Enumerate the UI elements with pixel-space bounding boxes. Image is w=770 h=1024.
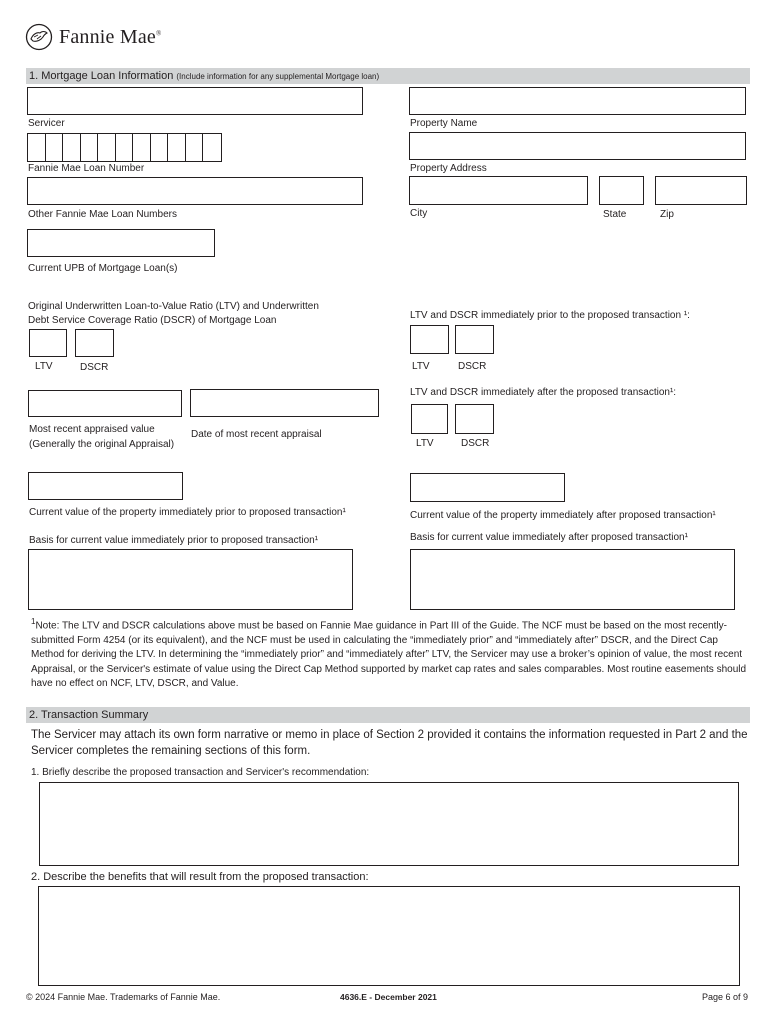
question-1-textarea[interactable] — [39, 782, 739, 866]
after-dscr-label: DSCR — [461, 438, 490, 449]
original-dscr-input[interactable] — [75, 329, 114, 357]
appraised-value-label-line2: (Generally the original Appraisal) — [29, 439, 175, 450]
section-2-header — [26, 707, 750, 723]
footer-page-number: Page 6 of 9 — [702, 992, 749, 1002]
footer-form-id: 4636.E - December 2021 — [340, 992, 437, 1002]
logo-wordmark: Fannie Mae® — [59, 25, 162, 48]
loan-number-input-grid[interactable] — [27, 133, 222, 162]
fannie-mae-logo-icon — [25, 23, 53, 51]
property-name-input[interactable] — [409, 87, 746, 115]
value-after-label: Current value of the property immediately after proposed transaction¹ — [410, 510, 716, 521]
question-2-label: 2. Describe the benefits that will result from the proposed transaction: — [31, 871, 369, 883]
original-ltv-label: LTV — [35, 361, 53, 372]
property-name-label: Property Name — [410, 118, 478, 129]
section-2-intro: The Servicer may attach its own form narrative or memo in place of Section 2 provided it contains the information requested in Part 2 and the Servicer completes the remaining sections of this form. — [31, 729, 748, 757]
zip-input[interactable] — [655, 176, 747, 205]
basis-prior-label: Basis for current value immediately prior to proposed transaction¹ — [29, 535, 319, 546]
basis-after-textarea[interactable] — [410, 549, 735, 610]
fannie-mae-logo — [25, 22, 162, 52]
city-label: City — [410, 208, 428, 219]
after-dscr-input[interactable] — [455, 404, 494, 434]
after-ratio-label: LTV and DSCR immediately after the proposed transaction¹: — [410, 387, 677, 398]
appraised-value-label-line1: Most recent appraised value — [29, 424, 155, 435]
value-after-input[interactable] — [410, 473, 565, 502]
footnote-marker: 1 — [31, 617, 36, 626]
basis-after-label: Basis for current value immediately after proposed transaction¹ — [410, 532, 688, 543]
section-1-subtitle: (Include information for any supplemental Mortgage loan) — [176, 72, 380, 81]
question-2-textarea[interactable] — [38, 886, 740, 986]
other-loan-numbers-input[interactable] — [27, 177, 363, 205]
prior-dscr-label: DSCR — [458, 361, 487, 372]
basis-prior-textarea[interactable] — [28, 549, 353, 610]
servicer-input[interactable] — [27, 87, 363, 115]
footnote — [31, 615, 751, 692]
footnote-text: Note: The LTV and DSCR calculations above must be based on Fannie Mae guidance in Part III of the Guide. The NCF must be based on the most recently-submitted Form 4254 (or its equivalent), and the NCF must be used in calculating the “immediately prior” and “immediately after” DSCR, and the Direct Cap Method for deriving the LTV. In determining the “immediately prior” and “immediately after” LTV, the Servicer may use a broker’s opinion of value, the most recent Appraisal, or the Servicer's estimate of value using the Direct Cap Method supported by market cap rates and sales comparables. Most routine easements should have no effect on NCF, LTV, DSCR, and Value. — [31, 620, 747, 690]
appraisal-date-label: Date of most recent appraisal — [191, 429, 322, 440]
other-loan-numbers-label: Other Fannie Mae Loan Numbers — [28, 209, 177, 220]
city-input[interactable] — [409, 176, 588, 205]
prior-dscr-input[interactable] — [455, 325, 494, 354]
after-ltv-input[interactable] — [411, 404, 448, 434]
after-ltv-label: LTV — [416, 438, 434, 449]
appraised-value-input[interactable] — [28, 390, 182, 417]
state-label: State — [603, 209, 627, 220]
section-1-title: 1. Mortgage Loan Information — [29, 70, 174, 82]
footer-copyright: © 2024 Fannie Mae. Trademarks of Fannie Mae. — [26, 992, 221, 1002]
prior-ratio-label: LTV and DSCR immediately prior to the proposed transaction ¹: — [410, 310, 690, 321]
appraisal-date-input[interactable] — [190, 389, 379, 417]
question-1-label: 1. Briefly describe the proposed transaction and Servicer's recommendation: — [31, 767, 370, 778]
section-2-title: 2. Transaction Summary — [29, 709, 149, 721]
property-address-label: Property Address — [410, 163, 487, 174]
prior-ltv-label: LTV — [412, 361, 430, 372]
value-prior-input[interactable] — [28, 472, 183, 500]
current-upb-input[interactable] — [27, 229, 215, 257]
loan-number-label: Fannie Mae Loan Number — [28, 163, 145, 174]
servicer-label: Servicer — [28, 118, 65, 129]
original-dscr-label: DSCR — [80, 362, 109, 373]
original-ratio-label-line2: Debt Service Coverage Ratio (DSCR) of Mortgage Loan — [28, 315, 277, 326]
current-upb-label: Current UPB of Mortgage Loan(s) — [28, 263, 178, 274]
section-1-header — [26, 68, 750, 84]
original-ratio-label-line1: Original Underwritten Loan-to-Value Ratio (LTV) and Underwritten — [28, 301, 319, 312]
property-address-input[interactable] — [409, 132, 746, 160]
prior-ltv-input[interactable] — [410, 325, 449, 354]
original-ltv-input[interactable] — [29, 329, 67, 357]
zip-label: Zip — [660, 209, 674, 220]
state-input[interactable] — [599, 176, 644, 205]
value-prior-label: Current value of the property immediately prior to proposed transaction¹ — [29, 507, 346, 518]
